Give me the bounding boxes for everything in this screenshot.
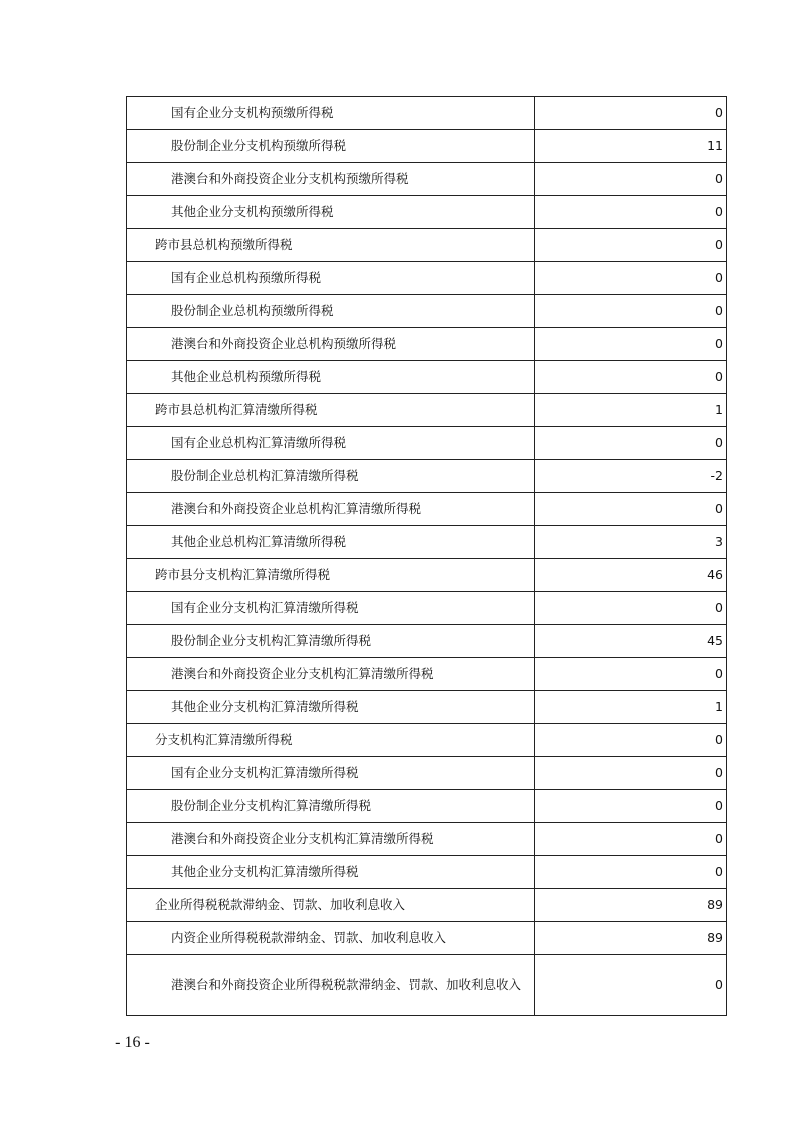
row-value: 0 — [535, 361, 727, 394]
row-value: 89 — [535, 922, 727, 955]
row-label: 其他企业分支机构预缴所得税 — [127, 196, 535, 229]
row-value: 45 — [535, 625, 727, 658]
row-value: 0 — [535, 229, 727, 262]
row-value: 0 — [535, 790, 727, 823]
row-value: 0 — [535, 658, 727, 691]
row-label: 国有企业分支机构预缴所得税 — [127, 97, 535, 130]
row-label: 股份制企业分支机构预缴所得税 — [127, 130, 535, 163]
row-label: 股份制企业分支机构汇算清缴所得税 — [127, 625, 535, 658]
row-value: 1 — [535, 394, 727, 427]
row-value: 0 — [535, 493, 727, 526]
row-value: 0 — [535, 823, 727, 856]
row-label: 港澳台和外商投资企业总机构预缴所得税 — [127, 328, 535, 361]
row-value: 11 — [535, 130, 727, 163]
row-value: 0 — [535, 757, 727, 790]
row-label: 股份制企业总机构汇算清缴所得税 — [127, 460, 535, 493]
table-row — [127, 592, 727, 625]
page-number-text: - 16 - — [115, 1034, 150, 1051]
row-label: 国有企业总机构汇算清缴所得税 — [127, 427, 535, 460]
row-label: 港澳台和外商投资企业分支机构汇算清缴所得税 — [127, 823, 535, 856]
table-row — [127, 559, 727, 592]
row-label: 国有企业分支机构汇算清缴所得税 — [127, 757, 535, 790]
row-value: 0 — [535, 592, 727, 625]
row-label: 国有企业分支机构汇算清缴所得税 — [127, 592, 535, 625]
table-row — [127, 889, 727, 922]
row-label: 内资企业所得税税款滞纳金、罚款、加收利息收入 — [127, 922, 535, 955]
row-label: 港澳台和外商投资企业总机构汇算清缴所得税 — [127, 493, 535, 526]
table-row — [127, 427, 727, 460]
table-row — [127, 229, 727, 262]
row-label: 跨市县分支机构汇算清缴所得税 — [127, 559, 535, 592]
table-row — [127, 856, 727, 889]
table-row — [127, 823, 727, 856]
table-row — [127, 724, 727, 757]
row-value: 1 — [535, 691, 727, 724]
row-value: 89 — [535, 889, 727, 922]
table-row — [127, 625, 727, 658]
row-value: 0 — [535, 724, 727, 757]
row-label: 其他企业分支机构汇算清缴所得税 — [127, 691, 535, 724]
row-label: 分支机构汇算清缴所得税 — [127, 724, 535, 757]
row-value: 0 — [535, 856, 727, 889]
table-row — [127, 460, 727, 493]
row-value: 0 — [535, 262, 727, 295]
row-label: 跨市县总机构汇算清缴所得税 — [127, 394, 535, 427]
table-row — [127, 757, 727, 790]
table-row — [127, 526, 727, 559]
row-label: 股份制企业分支机构汇算清缴所得税 — [127, 790, 535, 823]
table-row — [127, 955, 727, 1016]
row-value: 0 — [535, 295, 727, 328]
table-row — [127, 361, 727, 394]
row-value: 0 — [535, 427, 727, 460]
revenue-table — [126, 96, 727, 1016]
row-value: 0 — [535, 97, 727, 130]
row-value: 46 — [535, 559, 727, 592]
row-label: 国有企业总机构预缴所得税 — [127, 262, 535, 295]
table-body — [127, 97, 727, 1016]
row-label: 其他企业总机构预缴所得税 — [127, 361, 535, 394]
table-row — [127, 790, 727, 823]
row-value: 0 — [535, 163, 727, 196]
row-label: 股份制企业总机构预缴所得税 — [127, 295, 535, 328]
row-label: 港澳台和外商投资企业所得税税款滞纳金、罚款、加收利息收入 — [127, 955, 535, 1016]
row-value: 0 — [535, 196, 727, 229]
table-row — [127, 691, 727, 724]
row-label: 港澳台和外商投资企业分支机构预缴所得税 — [127, 163, 535, 196]
row-label: 企业所得税税款滞纳金、罚款、加收利息收入 — [127, 889, 535, 922]
table-row — [127, 163, 727, 196]
row-value: -2 — [535, 460, 727, 493]
row-label: 跨市县总机构预缴所得税 — [127, 229, 535, 262]
row-label: 其他企业总机构汇算清缴所得税 — [127, 526, 535, 559]
table-row — [127, 262, 727, 295]
table-row — [127, 130, 727, 163]
table-row — [127, 658, 727, 691]
page-number — [0, 1034, 793, 1052]
table-row — [127, 328, 727, 361]
row-value: 0 — [535, 955, 727, 1016]
table-row — [127, 394, 727, 427]
row-value: 0 — [535, 328, 727, 361]
row-label: 港澳台和外商投资企业分支机构汇算清缴所得税 — [127, 658, 535, 691]
table-row — [127, 922, 727, 955]
row-label: 其他企业分支机构汇算清缴所得税 — [127, 856, 535, 889]
table-row — [127, 493, 727, 526]
table-row — [127, 97, 727, 130]
table-row — [127, 196, 727, 229]
row-value: 3 — [535, 526, 727, 559]
table-row — [127, 295, 727, 328]
